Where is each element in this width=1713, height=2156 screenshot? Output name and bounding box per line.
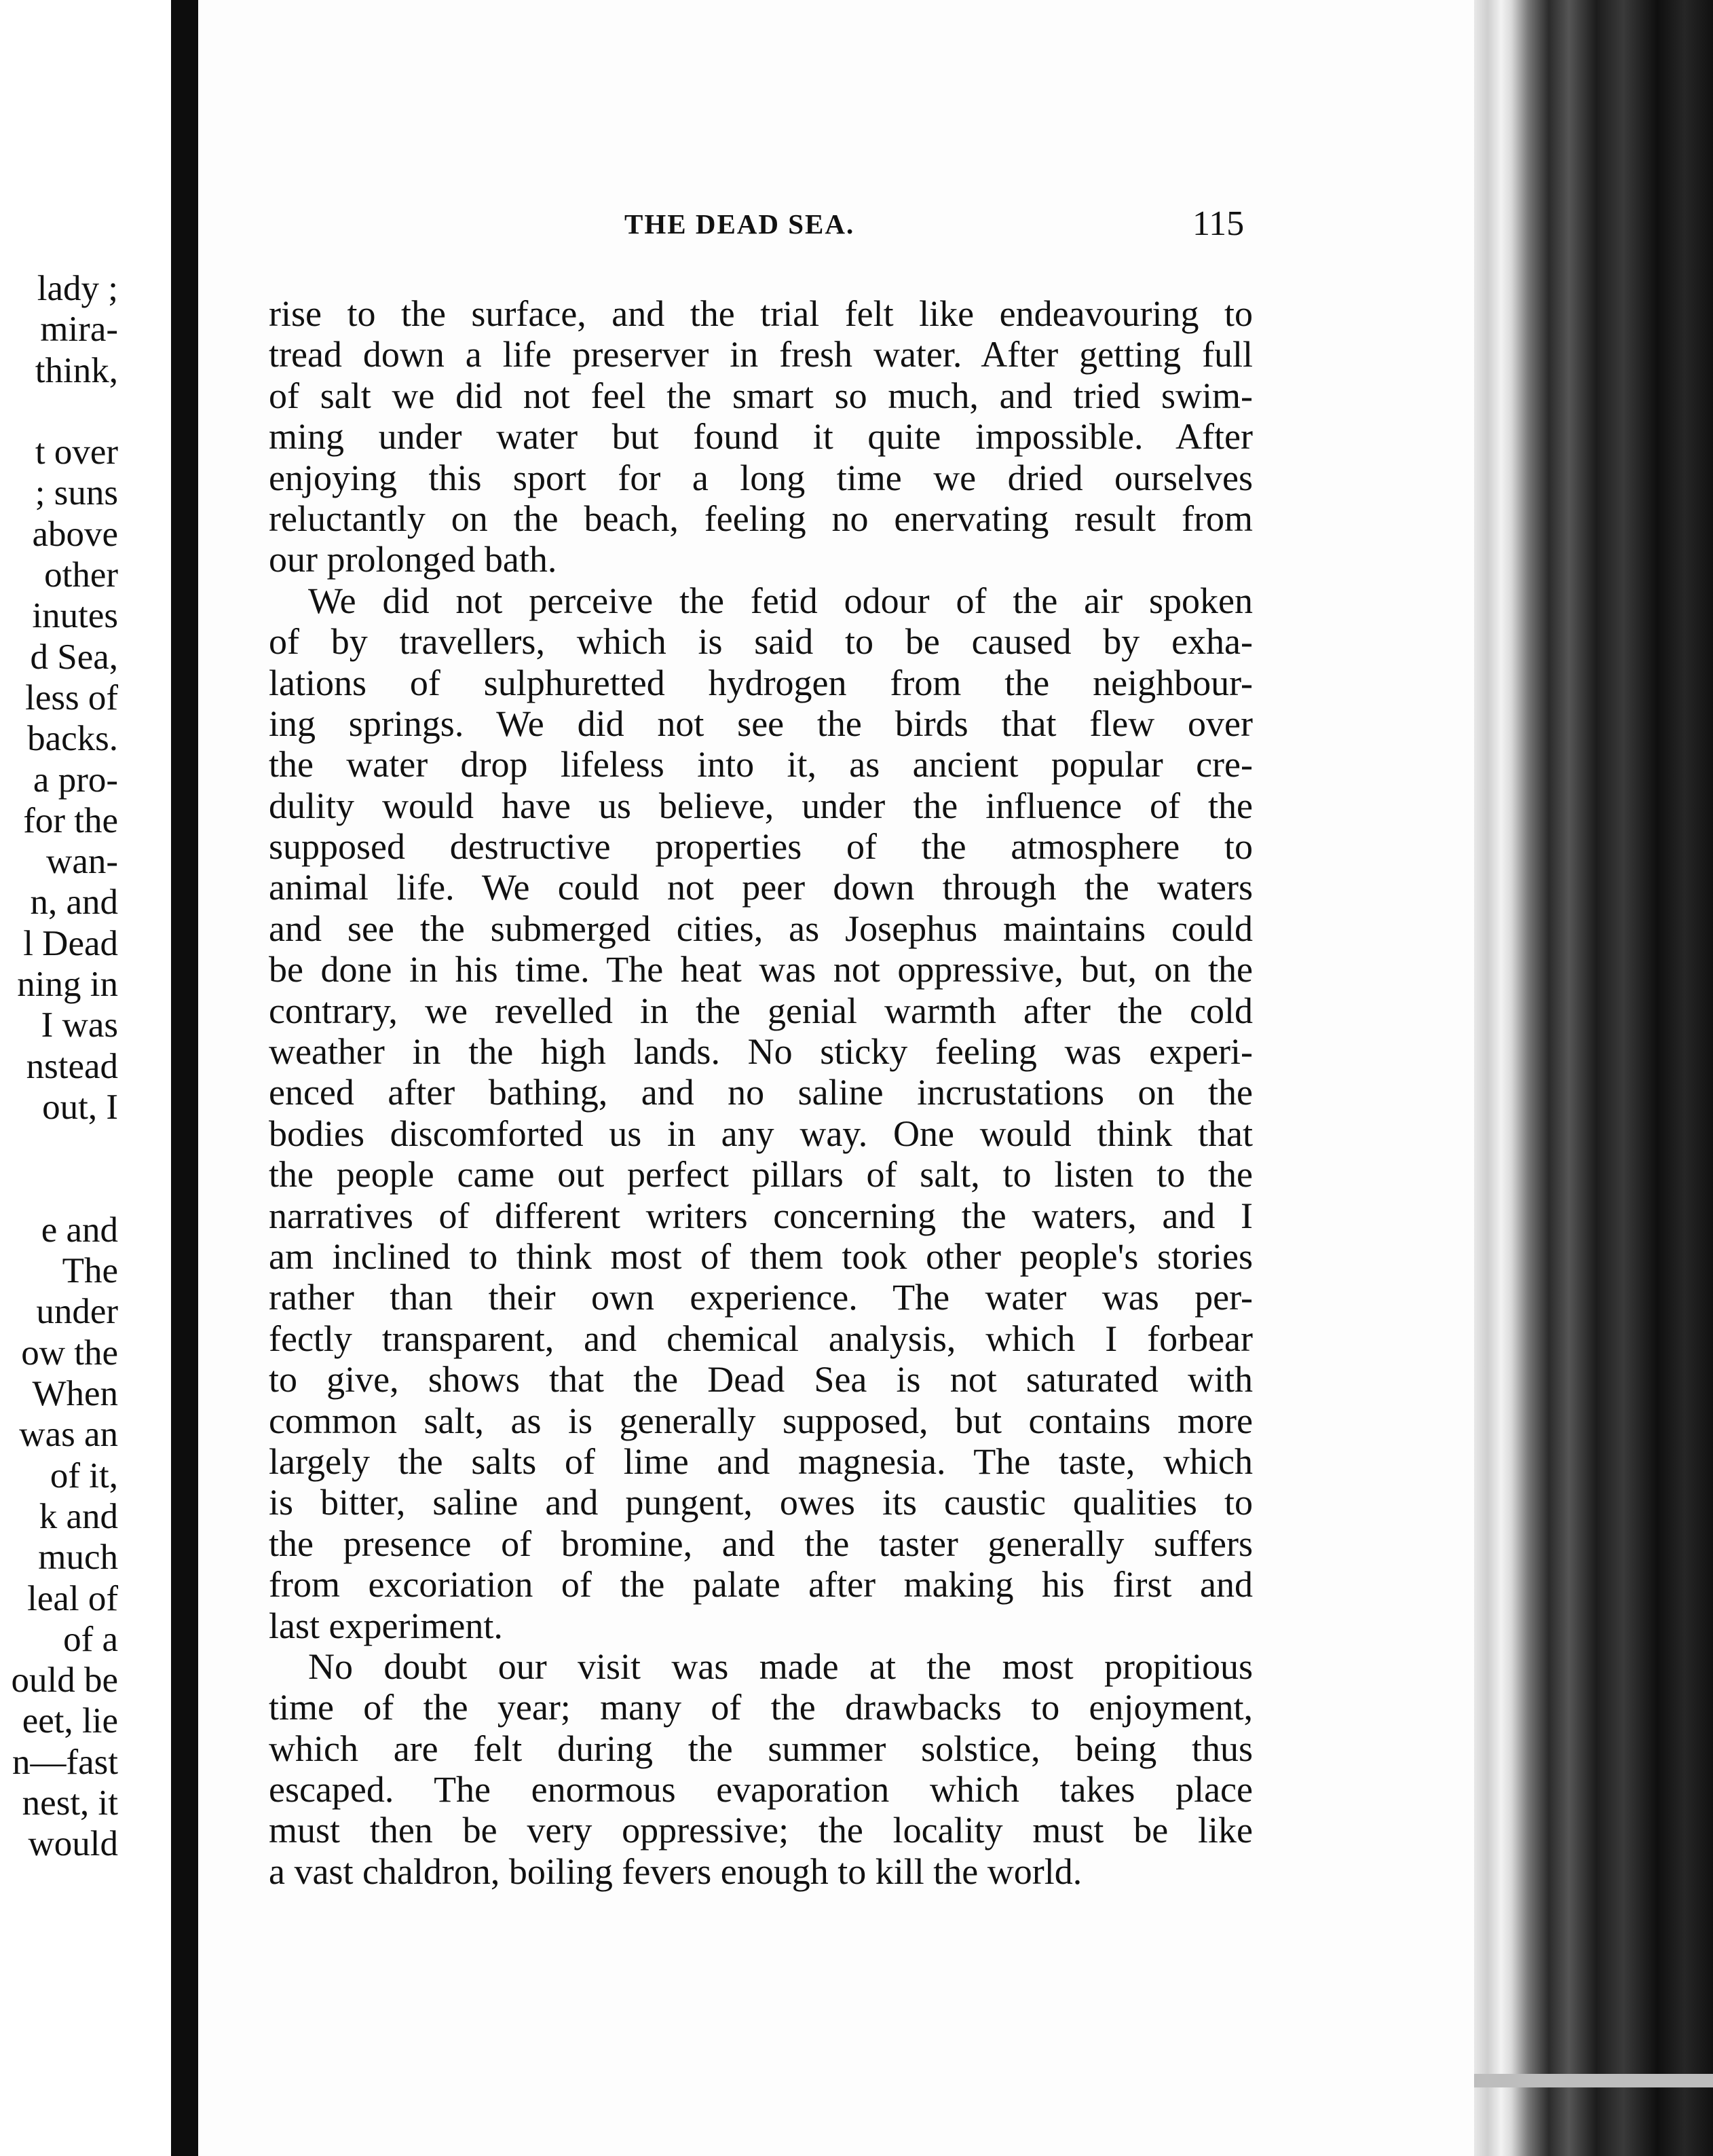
text-line: rise to the surface, and the trial felt like endeavouring to [269,293,1253,334]
text-line: our prolonged bath. [269,539,557,580]
text-line: tread down a life preserver in fresh water. After getting full [269,334,1253,375]
running-head: THE DEAD SEA. [624,208,855,240]
text-line: animal life. We could not peer down through the waters [269,867,1253,908]
text-line: narratives of different writers concerning the waters, and I [269,1195,1253,1236]
left-page-line: was an [19,1415,118,1455]
left-page-line: a pro- [33,760,118,800]
text-line: a vast chaldron, boiling fevers enough to kill the world. [269,1851,1083,1892]
left-page-line: backs. [27,719,118,759]
left-page-line: of a [63,1619,118,1659]
text-line: No doubt our visit was made at the most propitious [308,1646,1253,1687]
text-line: and see the submerged cities, as Josephus maintains could [269,908,1253,949]
left-page-line: I was [41,1005,118,1045]
left-page [0,0,171,2156]
text-line: which are felt during the summer solstice, being thus [269,1728,1253,1769]
paragraph [269,580,1253,1646]
left-page-line: nest, it [22,1783,118,1823]
left-page-line: of it, [50,1455,118,1495]
left-page-line: out, I [42,1087,118,1127]
left-page-line [0,1169,118,1210]
text-line: must then be very oppressive; the locality must be like [269,1810,1253,1851]
text-line: is bitter, saline and pungent, owes its caustic qualities to [269,1482,1253,1523]
left-page-line: nstead [26,1046,118,1086]
text-line: from excoriation of the palate after making his first and [269,1564,1253,1605]
left-page-line: leal of [27,1578,118,1618]
left-page-line: e and [41,1210,118,1250]
text-line: rather than their own experience. The water was per- [269,1277,1253,1318]
left-page-line: The [62,1251,118,1291]
text-line: common salt, as is generally supposed, but contains more [269,1400,1253,1441]
paragraph [269,1646,1253,1892]
page-edges [1474,0,1713,2156]
left-page-line: When [32,1374,118,1414]
text-line: escaped. The enormous evaporation which takes place [269,1769,1253,1810]
text-line: We did not perceive the fetid odour of the air spoken [308,580,1253,621]
left-page-line: ning in [17,965,118,1005]
text-line: enjoying this sport for a long time we dried ourselves [269,457,1253,498]
text-line: bodies discomforted us in any way. One would think that [269,1113,1253,1154]
text-line: to give, shows that the Dead Sea is not saturated with [269,1359,1253,1400]
left-page-line [0,391,118,432]
text-line: supposed destructive properties of the atmosphere to [269,826,1253,868]
left-page-line: n—fast [12,1742,118,1782]
text-line: the people came out perfect pillars of salt, to listen to the [269,1154,1253,1195]
left-page-line: t over [35,432,118,472]
left-page-line: less of [25,677,118,718]
left-page-text-fragments [0,268,118,1865]
left-page-line: much [38,1538,118,1578]
left-page-line: under [36,1292,118,1332]
left-page-line: mira- [40,310,118,350]
left-page-line: would [28,1824,118,1864]
text-line: be done in his time. The heat was not oppressive, but, on the [269,949,1253,990]
text-line: am inclined to think most of them took other people's stories [269,1235,1253,1277]
left-page-line: lady ; [37,269,118,308]
text-line: largely the salts of lime and magnesia. The taste, which [269,1441,1253,1482]
left-page-line: k and [39,1496,118,1536]
left-page-line: other [44,555,118,595]
text-line: contrary, we revelled in the genial warmth after the cold [269,990,1253,1031]
text-line: weather in the high lands. No sticky feeling was experi- [269,1031,1253,1073]
left-page-line: ould be [11,1660,118,1700]
text-line: ing springs. We did not see the birds that flew over [269,703,1253,744]
left-page-line: wan- [46,842,118,882]
text-line: fectly transparent, and chemical analysis, which I forbear [269,1318,1253,1359]
left-page-line: ow the [21,1333,118,1373]
paragraph [269,293,1253,580]
text-line: dulity would have us believe, under the influence of the [269,785,1253,826]
left-page-line: for the [23,800,118,840]
text-line: last experiment. [269,1605,503,1646]
left-page-line [0,1128,118,1168]
left-page-line: think, [35,350,118,390]
book-gutter [171,0,198,2156]
left-page-line: ; suns [35,473,118,513]
text-line: enced after bathing, and no saline incrustations on the [269,1072,1253,1113]
left-page-line: inutes [32,596,118,636]
body-text [269,293,1253,1892]
text-line: time of the year; many of the drawbacks to enjoyment, [269,1687,1253,1728]
text-line: of by travellers, which is said to be caused by exha- [269,621,1253,663]
text-line: the water drop lifeless into it, as ancient popular cre- [269,744,1253,785]
left-page-line: l Dead [23,923,118,963]
text-line: lations of sulphuretted hydrogen from the neighbour- [269,662,1253,703]
left-page-line: n, and [30,882,118,923]
left-page-line: d Sea, [30,637,118,677]
page-number: 115 [1192,204,1245,243]
text-line: ming under water but found it quite impossible. After [269,416,1253,458]
text-line: of salt we did not feel the smart so much, and tried swim- [269,375,1253,416]
text-line: the presence of bromine, and the taster generally suffers [269,1523,1253,1564]
left-page-line: eet, lie [22,1701,118,1741]
text-line: reluctantly on the beach, feeling no enervating result from [269,498,1253,539]
left-page-line: above [32,514,118,554]
